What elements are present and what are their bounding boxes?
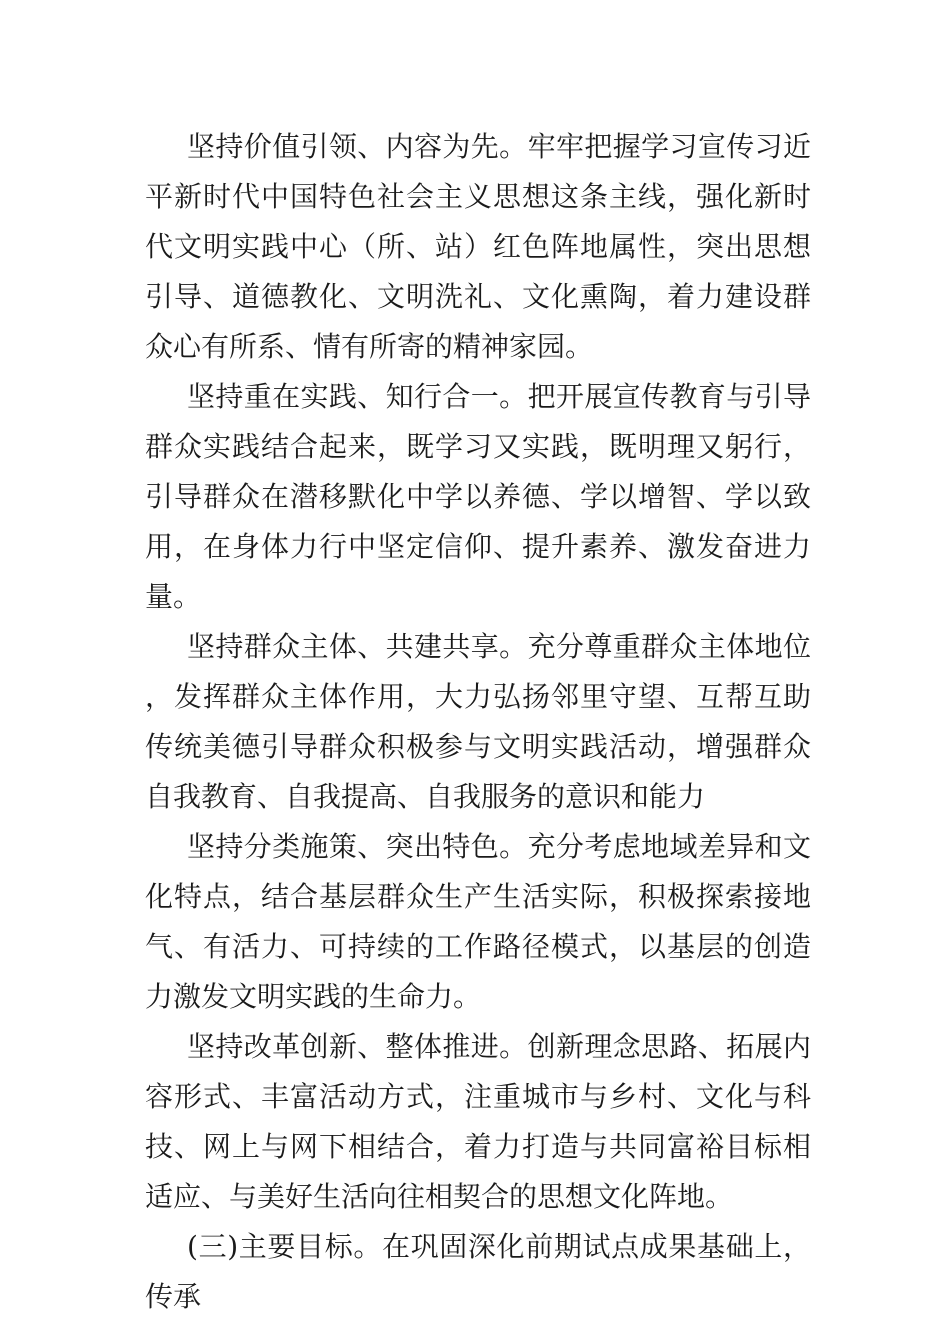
paragraph-masses-subject: 坚持群众主体、共建共享。充分尊重群众主体地位，发挥群众主体作用，大力弘扬邻里守望、互帮互助传统美德引导群众积极参与文明实践活动，增强群众自我教育、自我提高、自我服务的意识和能力 xyxy=(145,630,811,813)
paragraph-reform-innovation: 坚持改革创新、整体推进。创新理念思路、拓展内容形式、丰富活动方式，注重城市与乡村、文化与科技、网上与网下相结合，着力打造与共同富裕目标相适应、与美好生活向往相契合的思想文化阵地。 xyxy=(145,1030,811,1213)
paragraph-main-goals: (三)主要目标。在巩固深化前期试点成果基础上，传承 xyxy=(145,1230,811,1313)
document-body xyxy=(145,122,811,1322)
paragraph-classified-policy: 坚持分类施策、突出特色。充分考虑地域差异和文化特点，结合基层群众生产生活实际，积极探索接地气、有活力、可持续的工作路径模式，以基层的创造力激发文明实践的生命力。 xyxy=(145,830,811,1013)
paragraph-practice: 坚持重在实践、知行合一。把开展宣传教育与引导群众实践结合起来，既学习又实践，既明理又躬行，引导群众在潜移默化中学以养德、学以增智、学以致用，在身体力行中坚定信仰、提升素养、激发奋进力量。 xyxy=(145,380,811,613)
paragraph-value-guidance: 坚持价值引领、内容为先。牢牢把握学习宣传习近平新时代中国特色社会主义思想这条主线，强化新时代文明实践中心（所、站）红色阵地属性，突出思想引导、道德教化、文明洗礼、文化熏陶，着力建设群众心有所系、情有所寄的精神家园。 xyxy=(145,130,811,363)
